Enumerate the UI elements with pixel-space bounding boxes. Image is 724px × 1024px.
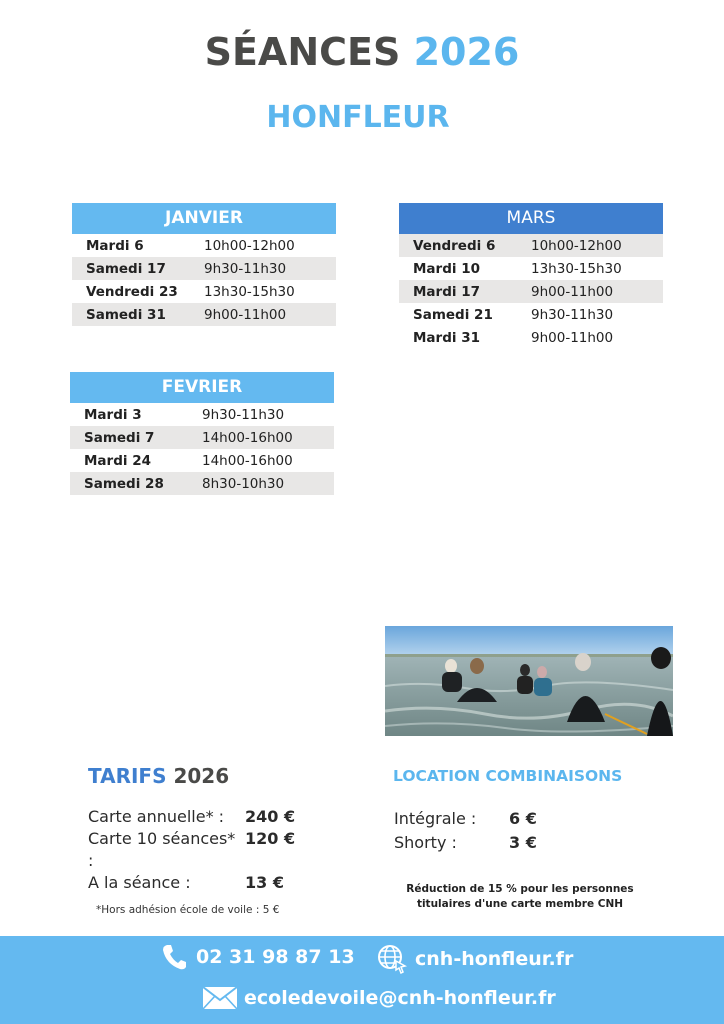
email-link[interactable]: [202, 986, 556, 1010]
tarifs-note: *Hors adhésion école de voile : 5 €: [96, 904, 280, 916]
table-row: [399, 257, 663, 280]
session-day: Mardi 3: [84, 406, 142, 423]
list-item: [394, 831, 537, 855]
price-value: 13 €: [245, 873, 284, 892]
session-time: 8h30-10h30: [202, 475, 285, 492]
session-time: 9h30-11h30: [531, 306, 614, 323]
list-item: [88, 828, 295, 872]
session-day: Samedi 28: [84, 475, 164, 492]
month-table-fevrier: [70, 372, 334, 495]
table-row: [399, 303, 663, 326]
table-row: [72, 303, 336, 326]
month-header: MARS: [399, 203, 663, 234]
phone-icon: [162, 944, 186, 970]
session-time: 9h30-11h30: [202, 406, 285, 423]
month-header: FEVRIER: [70, 372, 334, 403]
reduction-line-2: titulaires d'une carte membre CNH: [416, 898, 624, 910]
session-time: 10h00-12h00: [531, 237, 622, 254]
location-combinaisons-title: LOCATION COMBINAISONS: [393, 767, 623, 785]
sea-scene-illustration: [385, 626, 673, 736]
session-day: Mardi 10: [413, 260, 480, 277]
session-time: 13h30-15h30: [531, 260, 622, 277]
rental-price: 3 €: [509, 833, 537, 852]
location-list: [394, 807, 537, 855]
reduction-line-1: Réduction de 15 % pour les personnes: [406, 883, 634, 895]
session-day: Mardi 6: [86, 237, 144, 254]
email-address: ecoledevoile@cnh-honfleur.fr: [244, 987, 556, 1009]
tarifs-label: TARIFS: [88, 764, 167, 788]
website-url: cnh-honfleur.fr: [415, 948, 574, 970]
page-title: [0, 30, 724, 74]
phone-contact[interactable]: [162, 944, 355, 970]
price-label: Carte annuelle* :: [88, 807, 225, 826]
table-row: [72, 234, 336, 257]
price-label: A la séance :: [88, 873, 191, 892]
title-seances: SÉANCES: [204, 30, 401, 74]
table-row: [70, 472, 334, 495]
session-day: Samedi 17: [86, 260, 166, 277]
session-day: Mardi 24: [84, 452, 151, 469]
session-day: Vendredi 6: [413, 237, 496, 254]
session-time: 14h00-16h00: [202, 429, 293, 446]
table-row: [70, 449, 334, 472]
month-table-mars: [399, 203, 663, 349]
table-row: [72, 257, 336, 280]
month-table-janvier: [72, 203, 336, 326]
contact-footer: [0, 936, 724, 1024]
table-row: [70, 403, 334, 426]
phone-number: 02 31 98 87 13: [196, 946, 355, 968]
session-time: 10h00-12h00: [204, 237, 295, 254]
list-item: [88, 806, 295, 828]
table-row: [70, 426, 334, 449]
globe-cursor-icon: [377, 944, 407, 974]
table-row: [72, 280, 336, 303]
session-day: Samedi 31: [86, 306, 166, 323]
rental-price: 6 €: [509, 809, 537, 828]
list-item: [88, 872, 295, 894]
price-label: Carte 10 séances* :: [88, 829, 236, 870]
month-header: JANVIER: [72, 203, 336, 234]
session-time: 9h00-11h00: [531, 283, 614, 300]
session-day: Samedi 21: [413, 306, 493, 323]
session-day: Mardi 31: [413, 329, 480, 346]
reduction-note: [400, 882, 640, 912]
session-time: 13h30-15h30: [204, 283, 295, 300]
price-value: 240 €: [245, 807, 296, 826]
envelope-icon: [202, 986, 238, 1010]
session-day: Mardi 17: [413, 283, 480, 300]
location-title: HONFLEUR: [266, 100, 450, 135]
tarifs-year: 2026: [173, 764, 230, 788]
price-value: 120 €: [245, 829, 296, 848]
session-time: 9h00-11h00: [204, 306, 287, 323]
session-day: Samedi 7: [84, 429, 155, 446]
session-time: 14h00-16h00: [202, 452, 293, 469]
list-item: [394, 807, 537, 831]
session-day: Vendredi 23: [86, 283, 178, 300]
rental-label: Shorty :: [394, 833, 457, 852]
session-time: 9h30-11h30: [204, 260, 287, 277]
tarifs-title: [88, 764, 229, 788]
swimmers-photo: [385, 626, 673, 736]
table-row: [399, 280, 663, 303]
table-row: [399, 326, 663, 349]
tarifs-list: [88, 806, 295, 894]
rental-label: Intégrale :: [394, 809, 477, 828]
website-link[interactable]: [377, 944, 573, 974]
table-row: [399, 234, 663, 257]
title-year: 2026: [413, 30, 520, 74]
session-time: 9h00-11h00: [531, 329, 614, 346]
